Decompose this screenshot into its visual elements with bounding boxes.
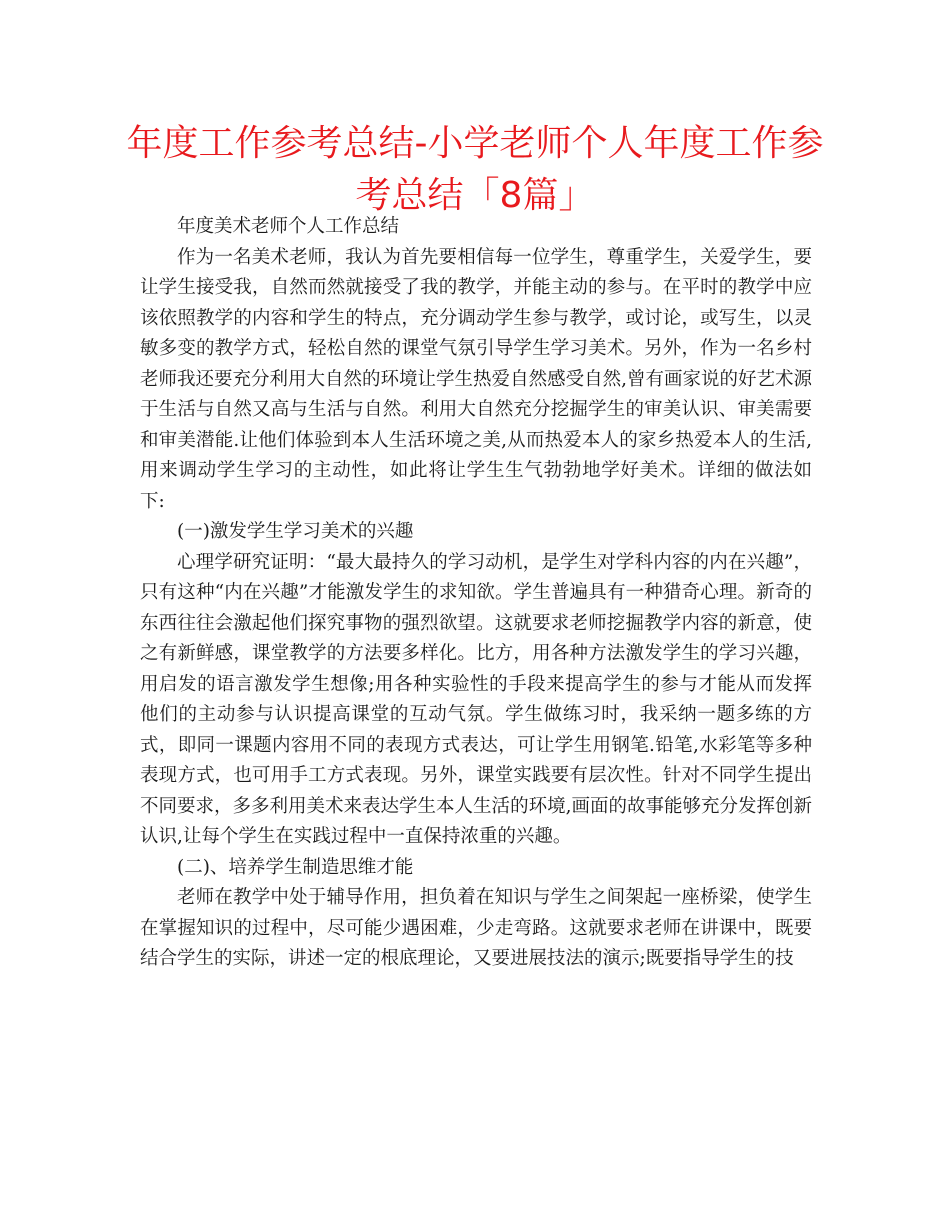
document-title: 年度工作参考总结-小学老师个人年度工作参考总结「8篇」 xyxy=(126,123,824,216)
paragraph: 心理学研究证明：“最大最持久的学习动机，是学生对学科内容的内在兴趣”，只有这种“内在兴趣”才能激发学生的求知欲。学生普遍具有一种猎奇心理。新奇的东西往往会激起他们探究事物的强烈欲望。这就要求老师挖掘教学内容的新意，使之有新鲜感，课堂教学的方法要多样化。比方，用各种方法激发学生的学习兴趣，用启发的语言激发学生想像;用各种实验性的手段来提高学生的参与才能从而发挥他们的主动参与认识提高课堂的互动气氛。学生做练习时，我采纳一题多练的方式，即同一课题内容用不同的表现方式表达，可让学生用钢笔.铅笔,水彩笔等多种表现方式，也可用手工方式表现。另外，课堂实践要有层次性。针对不同学生提出不同要求，多多利用美术来表达学生本人生活的环境,画面的故事能够充分发挥创新认识,让每个学生在实践过程中一直保持浓重的兴趣。 xyxy=(140,551,812,847)
section-heading: (二)、培养学生制造思维才能 xyxy=(177,856,414,878)
paragraph: 作为一名美术老师，我认为首先要相信每一位学生，尊重学生，关爱学生，要让学生接受我，自然而然就接受了我的教学，并能主动的参与。在平时的教学中应该依照教学的内容和学生的特点，充分调动学生参与教学，或讨论，或写生，以灵敏多变的教学方式，轻松自然的课堂气氛引导学生学习美术。另外，作为一名乡村老师我还要充分利用大自然的环境让学生热爱自然感受自然,曾有画家说的好艺术源于生活与自然又高与生活与自然。利用大自然充分挖掘学生的审美认识、审美需要和审美潜能.让他们体验到本人生活环境之美,从而热爱本人的家乡热爱本人的生活,用来调动学生学习的主动性，如此将让学生生气勃勃地学好美术。详细的做法如下: xyxy=(140,246,812,512)
paragraph-subtitle: 年度美术老师个人工作总结 xyxy=(177,216,400,237)
document-body xyxy=(140,212,812,975)
section-heading: (一)激发学生学习美术的兴趣 xyxy=(177,521,414,542)
paragraph: 老师在教学中处于辅导作用，担负着在知识与学生之间架起一座桥梁，使学生在掌握知识的过程中，尽可能少遇困难，少走弯路。这就要求老师在讲课中，既要结合学生的实际，讲述一定的根底理论，又要进展技法的演示;既要指导学生的技 xyxy=(140,887,812,969)
